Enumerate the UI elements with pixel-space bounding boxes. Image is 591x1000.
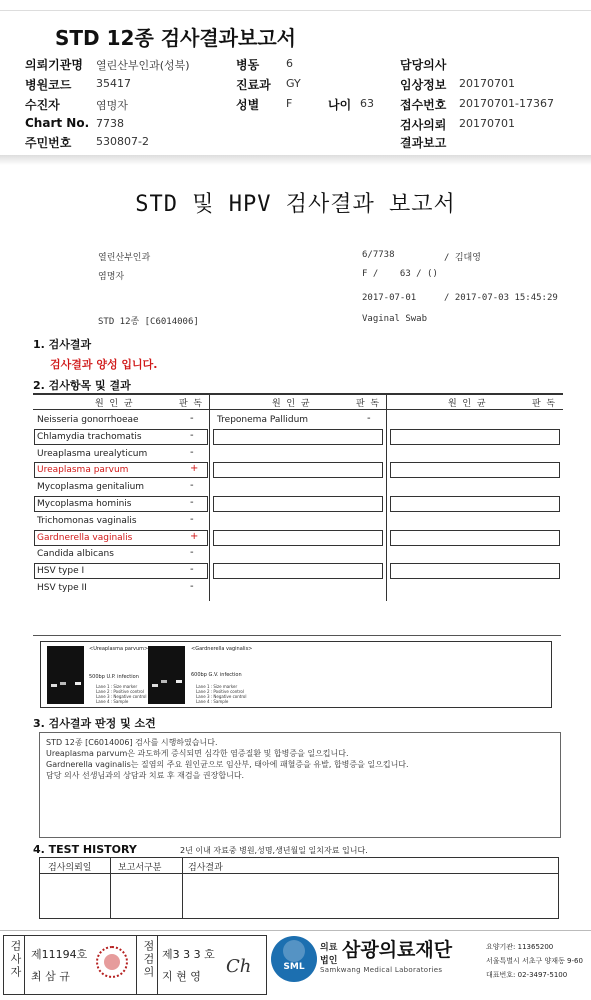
value-department: GY <box>286 77 301 90</box>
reviewer-label-cell <box>136 936 158 994</box>
pathogen-result: - <box>190 514 194 525</box>
pathogen-name: Gardnerella vaginalis <box>37 533 133 543</box>
label-hospital-code: 병원코드 <box>25 78 72 92</box>
pathogen-result: - <box>190 581 194 592</box>
opinion-line: 담당 의사 선생님과의 상담과 치료 후 재검을 권장합니다. <box>46 771 245 780</box>
value-request-date: 20170701 <box>459 117 515 130</box>
pathogen-name: Neisseria gonorrhoeae <box>37 415 139 425</box>
section2-title: 2. 검사항목 및 결과 <box>33 379 131 392</box>
pathogen-result: - <box>190 480 194 491</box>
pathogen-result: - <box>190 564 194 575</box>
label-sex: 성별 <box>236 98 260 112</box>
table-top-rule <box>33 393 563 395</box>
empty-result-box <box>213 563 383 579</box>
inspector-license: 제11194호 <box>31 948 88 961</box>
history-table <box>39 857 559 919</box>
col1-pathogen-header: 원 인 균 <box>95 399 133 409</box>
report-patient: 염명자 <box>98 272 125 282</box>
label-request-date: 검사의뢰 <box>400 118 447 132</box>
opinion-box <box>39 732 561 838</box>
value-patient: 염명자 <box>96 99 128 112</box>
gel-left-legend <box>96 684 146 704</box>
pathogen-result: + <box>190 531 199 542</box>
label-result-report: 결과보고 <box>400 136 447 150</box>
report-clinic: 열린산부인과 <box>98 253 151 263</box>
report-specimen: Vaginal Swab <box>362 314 428 324</box>
report-test: STD 12종 [C6014006] <box>98 317 199 327</box>
col3-pathogen-header: 원 인 균 <box>448 399 486 409</box>
history-col-divider <box>110 858 111 918</box>
pathogen-result: - <box>190 547 194 558</box>
value-sex: F <box>286 97 293 110</box>
col2-first-name: Treponema Pallidum <box>217 415 309 425</box>
gel-right-legend-line: Lane 3 : Negative control <box>196 694 247 699</box>
inspector-label: 검사자 <box>9 940 22 979</box>
section4-note: 2년 이내 자료중 병원,성명,생년월일 일치자료 입니다. <box>180 846 368 855</box>
pathogen-name: Mycoplasma genitalium <box>37 482 145 492</box>
reviewer-label: 점검의 <box>142 940 155 979</box>
sml-logo-inner <box>283 940 305 962</box>
seal-icon <box>96 946 128 978</box>
value-chart-no: 7738 <box>96 117 124 130</box>
history-col-type: 보고서구분 <box>118 863 162 873</box>
seal-inner <box>104 954 120 970</box>
gel-right-legend-line: Lane 4 : Sample <box>196 699 229 704</box>
gel-left-image <box>47 646 84 704</box>
pathogen-name: Trichomonas vaginalis <box>37 516 137 526</box>
gel-left-legend-line: Lane 3 : Negative control <box>96 694 147 699</box>
value-age: 63 <box>360 97 374 110</box>
pathogen-name: Ureaplasma parvum <box>37 465 129 475</box>
gel-right-title: <Gardnerella vaginalis> <box>191 646 253 652</box>
label-department: 진료과 <box>236 78 271 92</box>
reviewer-license: 제3 3 3 호 <box>162 948 215 961</box>
empty-result-box <box>213 496 383 512</box>
org-address: 서울특별시 서초구 양재동 9-60 <box>486 957 583 965</box>
empty-result-box <box>213 429 383 445</box>
table-col-divider-1 <box>209 393 210 601</box>
empty-result-box <box>390 496 560 512</box>
pathogen-name: Ureaplasma urealyticum <box>37 449 148 459</box>
sml-logo-icon <box>271 936 317 982</box>
col1-judge-header: 판 독 <box>179 399 203 409</box>
empty-result-box <box>390 462 560 478</box>
history-col-divider <box>182 858 183 918</box>
pathogen-name: Mycoplasma hominis <box>37 499 132 509</box>
gel-left-band: 500bp U.P. infection <box>89 674 139 680</box>
gel-band <box>60 682 66 685</box>
footer-rule <box>0 930 591 931</box>
gel-right-legend <box>196 684 246 704</box>
label-id-no: 주민번호 <box>25 136 72 150</box>
reviewer-signature: Ch <box>226 956 252 977</box>
section1-title: 1. 검사결과 <box>33 338 92 351</box>
gel-left-legend-line: Lane 2 : Positive control <box>96 689 144 694</box>
gel-band <box>75 682 81 685</box>
section3-title: 3. 검사결과 판정 및 소견 <box>33 717 156 730</box>
col2-first-result: - <box>367 413 371 424</box>
value-id-no: 530807-2 <box>96 135 149 148</box>
pathogen-result: - <box>190 447 194 458</box>
gel-right-band: 600bp G.V. infection <box>191 672 242 678</box>
empty-result-box <box>213 530 383 546</box>
report-doctor: / 김대영 <box>444 253 481 263</box>
report-title: STD 및 HPV 검사결과 보고서 <box>135 192 456 217</box>
empty-result-box <box>213 462 383 478</box>
label-clinical-info: 임상정보 <box>400 78 447 92</box>
label-receipt-no: 접수번호 <box>400 98 447 112</box>
gel-right-legend-line: Lane 2 : Positive control <box>196 689 244 694</box>
value-ward: 6 <box>286 57 293 70</box>
value-receipt-no: 20170701-17367 <box>459 97 554 110</box>
gel-left-legend-line: Lane 1 : Size marker <box>96 684 138 689</box>
gel-right-image <box>148 646 185 704</box>
corp-label-b: 법인 <box>320 956 338 966</box>
gel-left-title: <Ureaplasma parvum> <box>89 646 149 652</box>
inspector-label-cell <box>4 936 25 994</box>
label-patient: 수진자 <box>25 98 60 112</box>
gel-left-legend-line: Lane 4 : Sample <box>96 699 129 704</box>
gel-band <box>51 684 57 687</box>
col2-judge-header: 판 독 <box>356 399 380 409</box>
top-rule <box>0 10 591 11</box>
col2-pathogen-header: 원 인 균 <box>272 399 310 409</box>
section4-title: 4. TEST HISTORY <box>33 843 137 856</box>
table-header-rule <box>33 409 563 410</box>
page-title: STD 12종 검사결과보고서 <box>55 26 296 50</box>
label-ward: 병동 <box>236 58 260 72</box>
gel-right-legend-line: Lane 1 : Size marker <box>196 684 238 689</box>
signature-box <box>3 935 267 995</box>
report-date-received: 2017-07-01 <box>362 293 417 303</box>
col3-judge-header: 판 독 <box>532 399 556 409</box>
label-chart-no: Chart No. <box>25 116 90 130</box>
gel-band <box>176 680 182 683</box>
pathogen-result: + <box>190 463 199 474</box>
value-clinical-info: 20170701 <box>459 77 515 90</box>
corp-label-a: 의료 <box>320 943 338 953</box>
gel-band <box>161 680 167 683</box>
history-col-result: 검사결과 <box>188 863 223 873</box>
org-name-en: Samkwang Medical Laboratories <box>320 966 443 974</box>
pathogen-result: - <box>190 413 194 424</box>
page-divider <box>0 155 591 165</box>
value-requester: 열린산부인과(성북) <box>96 59 190 72</box>
report-sex-age: F / 63 / () <box>362 269 438 279</box>
empty-result-box <box>390 563 560 579</box>
pathogen-result: - <box>190 497 194 508</box>
report-chart-doctor: 6/7738 <box>362 250 395 260</box>
history-col-date: 검사의뢰일 <box>48 863 92 873</box>
gel-image-frame <box>40 641 552 708</box>
empty-result-box <box>390 530 560 546</box>
org-tel: 대표번호: 02-3497-5100 <box>486 971 568 979</box>
table-col-divider-2 <box>386 393 387 601</box>
inspector-name: 최 삼 규 <box>31 970 70 983</box>
opinion-text <box>40 733 560 785</box>
org-code: 요양기관: 11365200 <box>486 943 554 951</box>
opinion-line: STD 12종 [C6014006] 검사를 시행하였습니다. <box>46 738 218 747</box>
pathogen-name: HSV type II <box>37 583 87 593</box>
sml-logo-text: SML <box>283 962 305 972</box>
org-name: 삼광의료재단 <box>342 939 453 961</box>
label-requester: 의뢰기관명 <box>25 58 83 72</box>
opinion-line: Ureaplasma parvum은 과도하게 증식되면 심각한 염증질환 및 합병증을 일으킵니다. <box>46 749 349 758</box>
label-doctor: 담당의사 <box>400 58 447 72</box>
pathogen-name: Candida albicans <box>37 549 114 559</box>
report-date-reported: / 2017-07-03 15:45:29 <box>444 293 558 303</box>
pathogen-result: - <box>190 430 194 441</box>
reviewer-name: 지 현 영 <box>162 970 201 983</box>
section1-result: 검사결과 양성 입니다. <box>50 358 158 371</box>
opinion-line: Gardnerella vaginalis는 질염의 주요 원인균으로 임산부, 태아에 패혈증을 유발, 합병증을 일으킵니다. <box>46 760 409 769</box>
pathogen-name: Chlamydia trachomatis <box>37 432 142 442</box>
label-age: 나이 <box>328 98 352 112</box>
empty-result-box <box>390 429 560 445</box>
value-hospital-code: 35417 <box>96 77 131 90</box>
gel-top-rule <box>33 635 561 636</box>
pathogen-name: HSV type I <box>37 566 85 576</box>
gel-band <box>152 684 158 687</box>
